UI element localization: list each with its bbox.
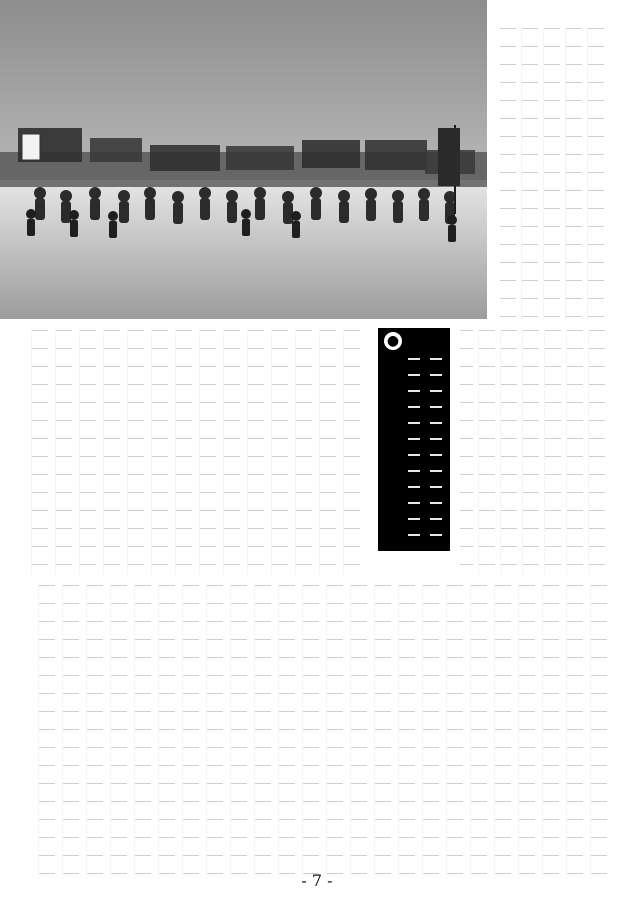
text-column-placeholder (319, 330, 336, 575)
heading-line-placeholder (408, 358, 420, 538)
text-column-placeholder (374, 585, 391, 875)
heading-date-panel (366, 328, 378, 568)
photo-parade (0, 0, 487, 319)
page-number: - 7 - (301, 871, 333, 890)
text-column-placeholder (55, 330, 72, 575)
text-column-placeholder (566, 585, 583, 875)
text-column-placeholder (521, 28, 538, 320)
text-column-placeholder (398, 585, 415, 875)
text-upper-band (460, 330, 605, 575)
text-column-placeholder (79, 330, 96, 575)
text-column-placeholder (223, 330, 240, 575)
photo-ground (0, 180, 487, 319)
text-lower-band (22, 585, 607, 875)
text-column-placeholder (134, 585, 151, 875)
flag (438, 128, 460, 186)
text-column-placeholder (587, 28, 604, 320)
text-column-placeholder (350, 585, 367, 875)
text-column-placeholder (271, 330, 288, 575)
vehicle-2 (90, 138, 142, 162)
text-column-placeholder (518, 585, 535, 875)
text-column-placeholder (460, 330, 473, 575)
section-heading (366, 328, 450, 568)
text-column-placeholder (565, 28, 582, 320)
text-column-placeholder (470, 585, 487, 875)
photo-svg (0, 0, 487, 319)
text-column-placeholder (103, 330, 120, 575)
text-column-placeholder (31, 330, 48, 575)
text-column-placeholder (206, 585, 223, 875)
text-column-placeholder (158, 585, 175, 875)
vehicle-6 (365, 140, 427, 170)
text-column-placeholder (151, 330, 168, 575)
text-column-placeholder (254, 585, 271, 875)
text-column-placeholder (500, 330, 517, 575)
text-column-placeholder (182, 585, 199, 875)
text-column-placeholder (302, 585, 319, 875)
text-column-placeholder (110, 585, 127, 875)
text-column-placeholder (590, 585, 607, 875)
text-column-placeholder (446, 585, 463, 875)
text-column-placeholder (230, 585, 247, 875)
text-column-placeholder (86, 585, 103, 875)
text-column-placeholder (422, 585, 439, 875)
text-column-placeholder (542, 585, 559, 875)
text-column-placeholder (566, 330, 583, 575)
text-column-placeholder (326, 585, 343, 875)
text-column-placeholder (278, 585, 295, 875)
heading-marker: ● (384, 332, 402, 350)
text-column-placeholder (199, 330, 216, 575)
text-column-placeholder (478, 330, 495, 575)
text-column-placeholder (543, 28, 560, 320)
heading-line-placeholder (430, 358, 442, 538)
text-column-placeholder (38, 585, 55, 875)
text-column-placeholder (500, 28, 516, 320)
text-column-placeholder (295, 330, 312, 575)
vehicle-3 (150, 145, 220, 171)
heading-title-panel (378, 328, 450, 551)
text-middle-left (22, 330, 360, 575)
text-column-placeholder (522, 330, 539, 575)
vehicle-4 (226, 146, 294, 170)
text-column-placeholder (175, 330, 192, 575)
text-column-placeholder (127, 330, 144, 575)
text-column-placeholder (62, 585, 79, 875)
text-column-placeholder (544, 330, 561, 575)
vehicle-5 (302, 140, 360, 168)
text-column-placeholder (588, 330, 605, 575)
text-column-placeholder (494, 585, 511, 875)
sign-board (22, 134, 40, 160)
text-top-right (500, 28, 604, 320)
text-column-placeholder (343, 330, 360, 575)
text-column-placeholder (247, 330, 264, 575)
